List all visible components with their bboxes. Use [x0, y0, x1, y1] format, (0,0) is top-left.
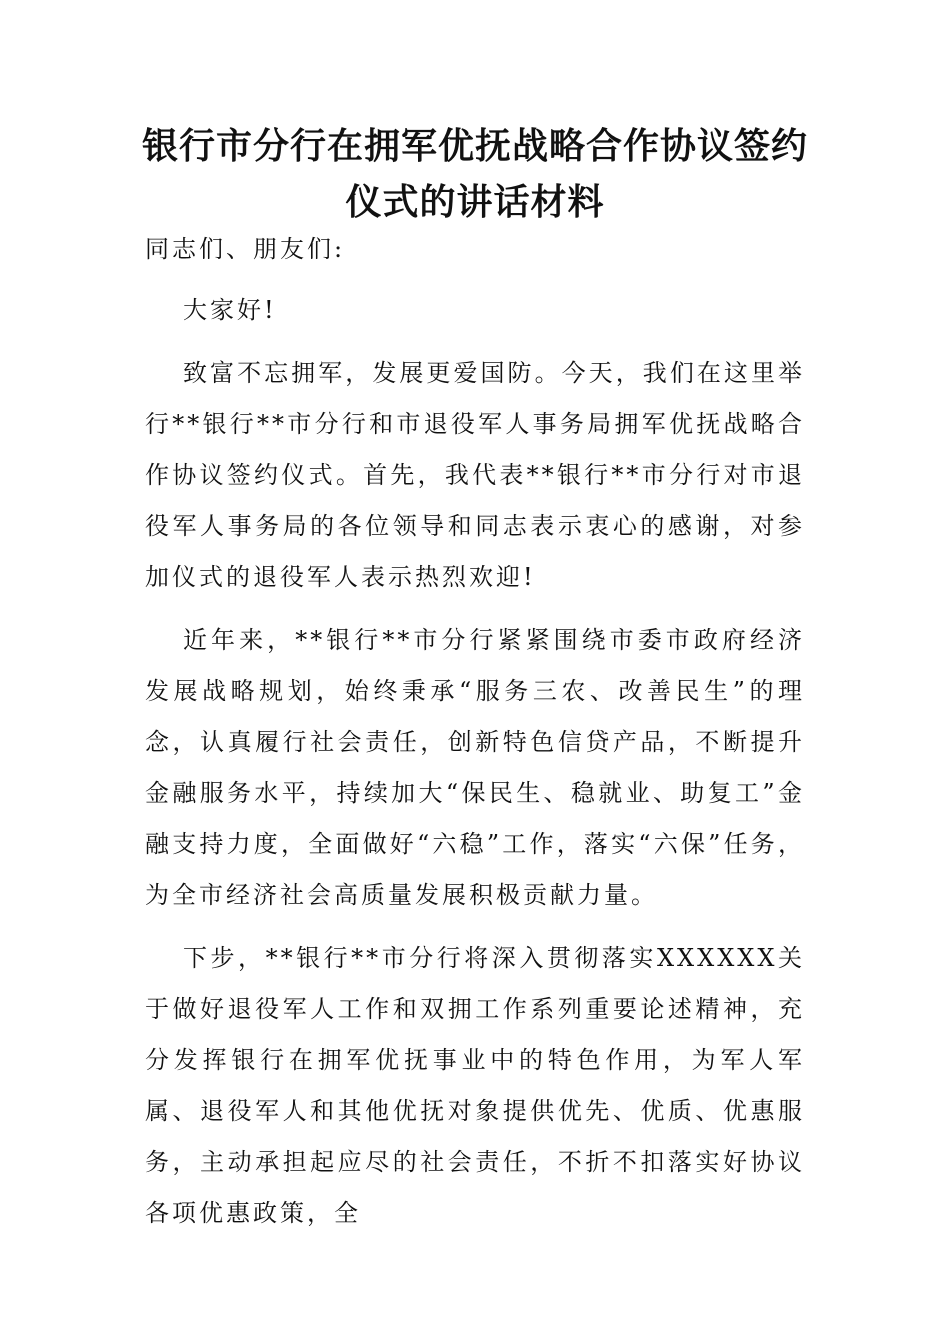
paragraph-2: 近年来，**银行**市分行紧紧围绕市委市政府经济发展战略规划，始终秉承“服务三农、改善民生”的理念，认真履行社会责任，创新特色信贷产品，不断提升金融服务水平，持续加大“保民生、稳就业、助复工”金融支持力度，全面做好“六稳”工作，落实“六保”任务，为全市经济社会高质量发展积极贡献力量。 [145, 626, 805, 909]
title-line-2: 仪式的讲话材料 [345, 181, 605, 223]
document-body [145, 224, 805, 1246]
title-line-1: 银行市分行在拥军优抚战略合作协议签约 [141, 125, 808, 167]
salutation: 同志们、朋友们: [145, 235, 346, 263]
paragraph-1: 致富不忘拥军，发展更爱国防。今天，我们在这里举行**银行**市分行和市退役军人事务局拥军优抚战略合作协议签约仪式。首先，我代表**银行**市分行对市退役军人事务局的各位领导和同志表示衷心的感谢，对参加仪式的退役军人表示热烈欢迎! [145, 359, 805, 591]
greeting: 大家好! [183, 296, 277, 324]
document-title [120, 118, 830, 230]
paragraph-3: 下步，**银行**市分行将深入贯彻落实XXXXXX关于做好退役军人工作和双拥工作系列重要论述精神，充分发挥银行在拥军优抚事业中的特色作用，为军人军属、退役军人和其他优抚对象提供优先、优质、优惠服务，主动承担起应尽的社会责任，不折不扣落实好协议各项优惠政策，全 [145, 944, 805, 1227]
